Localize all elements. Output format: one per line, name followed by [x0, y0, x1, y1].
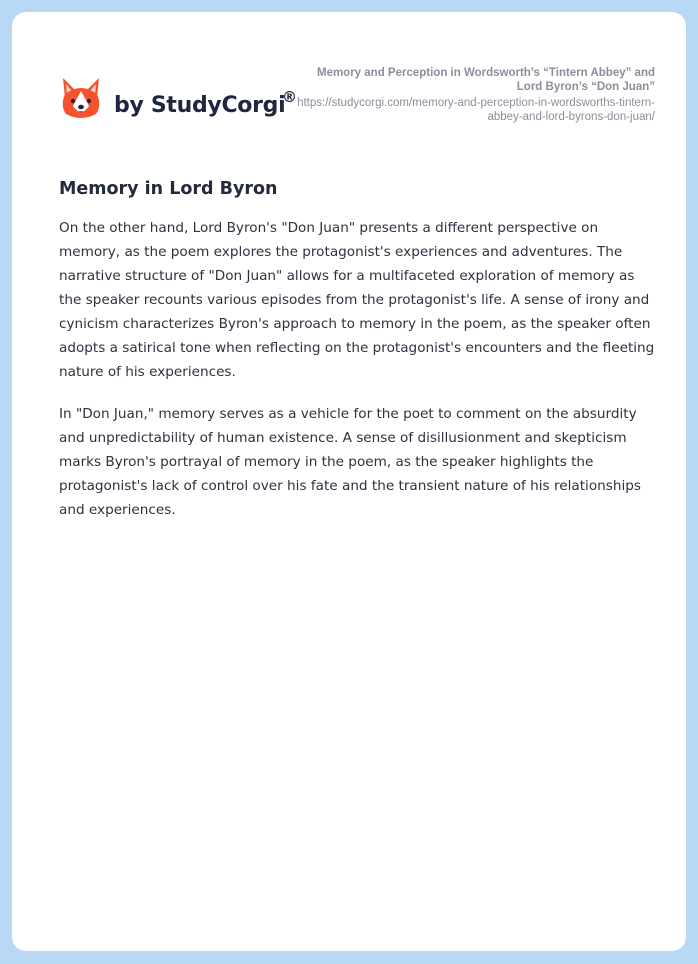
meta-title: Memory and Perception in Wordsworth’s “Tintern Abbey” and Lord Byron’s “Don Juan”	[316, 67, 655, 93]
paragraph: In "Don Juan," memory serves as a vehicle for the poet to comment on the absurdity and unpredictability of human existence. A sense of disillusionment and skepticism marks Byron's portrayal of memory in the poem, as the speaker highlights the protagonist's lack of control over his fate and the transient nature of his relationships and experiences.	[59, 406, 641, 518]
article-content	[59, 176, 657, 540]
brand-name: by StudyCorgi	[114, 93, 286, 118]
document-page	[12, 12, 686, 951]
studycorgi-logo[interactable]	[60, 76, 310, 136]
meta-url[interactable]: https://studycorgi.com/memory-and-perception-in-wordsworths-tintern-abbey-and-lord-byrons-don-juan/	[297, 97, 655, 123]
paragraph: On the other hand, Lord Byron's "Don Juan" presents a different perspective on memory, as the poem explores the protagonist's experiences and adventures. The narrative structure of "Don Juan" allows for a multifaceted exploration of memory as the speaker recounts various episodes from the protagonist's life. A sense of irony and cynicism characterizes Byron's approach to memory in the poem, as the speaker often adopts a satirical tone when reflecting on the protagonist's encounters and the fleeting nature of his experiences.	[59, 220, 655, 380]
registered-mark: ®	[282, 88, 297, 106]
corgi-icon	[60, 76, 102, 124]
document-meta	[295, 66, 655, 124]
section-heading: Memory in Lord Byron	[59, 179, 278, 199]
